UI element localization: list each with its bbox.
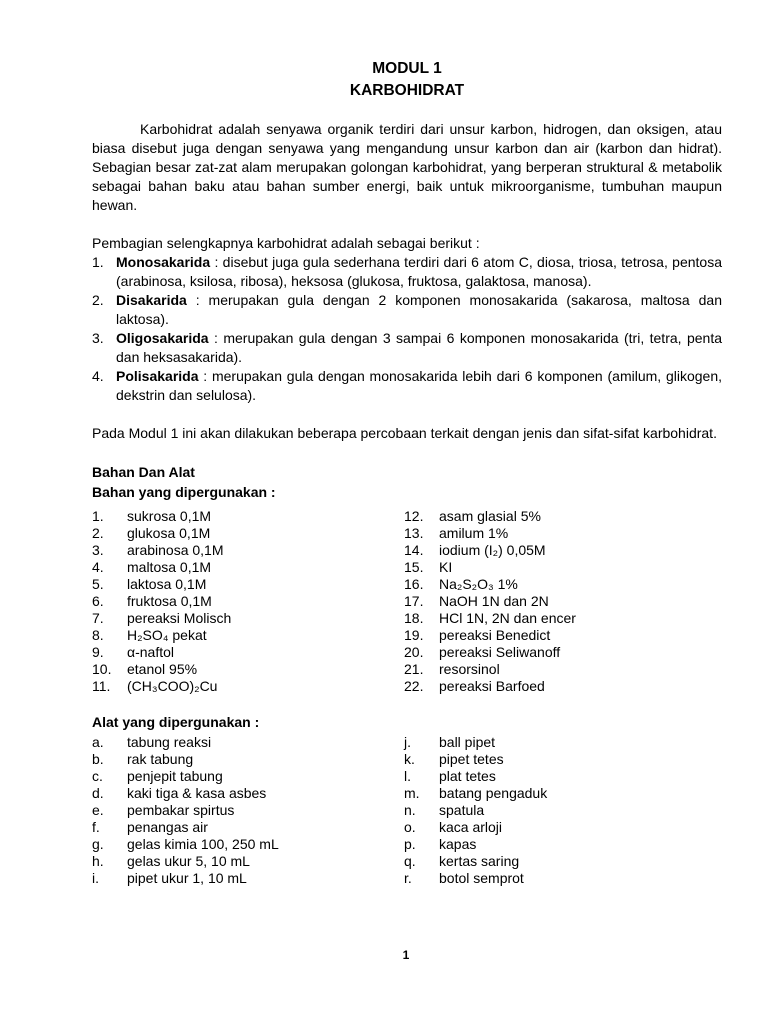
- bahan-right-column: [404, 508, 716, 695]
- bahan-list: [92, 508, 722, 695]
- list-item-index: j.: [404, 734, 411, 750]
- type-item: [92, 329, 722, 367]
- list-item-text: HCl 1N, 2N dan encer: [439, 610, 576, 626]
- list-item: [404, 610, 716, 627]
- list-item-index: b.: [92, 751, 104, 767]
- list-item-text: H₂SO₄ pekat: [127, 627, 207, 643]
- list-item-index: 9.: [92, 644, 104, 660]
- type-description: : disebut juga gula sederhana terdiri dari 6 atom C, diosa, triosa, tetrosa, pentosa (arabinosa, ksilosa, ribosa), heksosa (glukosa, fruktosa, galaktosa, manosa).: [116, 254, 722, 289]
- list-item-text: arabinosa 0,1M: [127, 542, 224, 558]
- list-item-text: penjepit tabung: [127, 768, 223, 784]
- type-term: Polisakarida: [116, 368, 199, 384]
- list-item-index: 11.: [92, 678, 111, 694]
- list-item-text: (CH₃COO)₂Cu: [127, 678, 218, 694]
- list-item-text: pembakar spirtus: [127, 802, 235, 818]
- type-number: 2.: [92, 292, 104, 308]
- list-item-index: h.: [92, 853, 104, 869]
- classification-intro: Pembagian selengkapnya karbohidrat adalah sebagai berikut :: [92, 235, 480, 251]
- list-item-index: n.: [404, 802, 416, 818]
- type-description: : merupakan gula dengan monosakarida lebih dari 6 komponen (amilum, glikogen, dekstrin dan selulosa).: [116, 368, 722, 403]
- list-item: [92, 853, 404, 870]
- type-term: Oligosakarida: [116, 330, 209, 346]
- list-item-index: 12.: [404, 508, 424, 524]
- list-item-index: 22.: [404, 678, 424, 694]
- list-item-text: kaki tiga & kasa asbes: [127, 785, 267, 801]
- list-item-index: 2.: [92, 525, 104, 541]
- list-item: [404, 559, 716, 576]
- list-item-index: i.: [92, 870, 99, 886]
- list-item: [404, 661, 716, 678]
- list-item: [92, 768, 404, 785]
- list-item: [404, 836, 716, 853]
- document-page: [92, 58, 722, 887]
- list-item-text: ball pipet: [439, 734, 496, 750]
- list-item-index: 14.: [404, 542, 424, 558]
- list-item-index: 7.: [92, 610, 104, 626]
- list-item-text: Na₂S₂O₃ 1%: [439, 576, 518, 592]
- list-item-text: iodium (I₂) 0,05M: [439, 542, 546, 558]
- list-item: [404, 768, 716, 785]
- list-item-text: α-naftol: [127, 644, 175, 660]
- list-item: [92, 678, 404, 695]
- list-item-index: 5.: [92, 576, 104, 592]
- module-note: Pada Modul 1 ini akan dilakukan beberapa percobaan terkait dengan jenis dan sifat-sifat karbohidrat.: [92, 425, 717, 441]
- list-item: [92, 559, 404, 576]
- list-item-text: botol semprot: [439, 870, 524, 886]
- list-item: [404, 870, 716, 887]
- alat-list: [92, 734, 722, 887]
- type-description: : merupakan gula dengan 3 sampai 6 komponen monosakarida (tri, tetra, penta dan heksasakarida).: [116, 330, 722, 365]
- intro-paragraph: Karbohidrat adalah senyawa organik terdiri dari unsur karbon, hidrogen, dan oksigen, atau biasa disebut juga dengan senyawa yang mengandung unsur karbon dan air (karbon dan hidrat). Sebagian besar zat-zat alam merupakan golongan karbohidrat, yang berperan struktural & metabolik sebagai bahan baku atau bahan sumber energi, baik untuk mikroorganisme, tumbuhan maupun hewan.: [92, 121, 722, 213]
- list-item-index: l.: [404, 768, 411, 784]
- bahan-heading: Bahan yang dipergunakan :: [92, 484, 276, 500]
- list-item-text: tabung reaksi: [127, 734, 212, 750]
- list-item-index: 10.: [92, 661, 112, 677]
- alat-right-column: [404, 734, 716, 887]
- list-item: [92, 644, 404, 661]
- list-item: [404, 734, 716, 751]
- list-item-index: 6.: [92, 593, 104, 609]
- list-item: [404, 627, 716, 644]
- list-item: [404, 576, 716, 593]
- list-item: [92, 802, 404, 819]
- list-item-index: 21.: [404, 661, 424, 677]
- list-item: [92, 525, 404, 542]
- list-item-text: batang pengaduk: [439, 785, 548, 801]
- list-item-text: pipet ukur 1, 10 mL: [127, 870, 247, 886]
- list-item-index: q.: [404, 853, 416, 869]
- section-heading: Bahan Dan Alat: [92, 464, 195, 480]
- list-item-index: o.: [404, 819, 416, 835]
- type-item: [92, 253, 722, 291]
- list-item-index: 13.: [404, 525, 424, 541]
- list-item-text: sukrosa 0,1M: [127, 508, 212, 524]
- list-item: [404, 802, 716, 819]
- list-item-text: penangas air: [127, 819, 208, 835]
- list-item-text: resorsinol: [439, 661, 500, 677]
- list-item-text: pereaksi Benedict: [439, 627, 551, 643]
- list-item: [404, 525, 716, 542]
- list-item: [92, 785, 404, 802]
- type-number: 3.: [92, 330, 104, 346]
- list-item-text: amilum 1%: [439, 525, 509, 541]
- list-item: [404, 678, 716, 695]
- list-item-index: 17.: [404, 593, 424, 609]
- list-item-index: k.: [404, 751, 415, 767]
- list-item-index: 15.: [404, 559, 424, 575]
- list-item: [404, 542, 716, 559]
- list-item-text: pereaksi Barfoed: [439, 678, 545, 694]
- list-item: [92, 593, 404, 610]
- list-item-index: 18.: [404, 610, 424, 626]
- list-item: [404, 819, 716, 836]
- list-item: [404, 785, 716, 802]
- list-item-text: rak tabung: [127, 751, 194, 767]
- list-item: [404, 593, 716, 610]
- list-item-text: KI: [439, 559, 453, 575]
- list-item-text: pereaksi Molisch: [127, 610, 232, 626]
- list-item-index: d.: [92, 785, 104, 801]
- list-item-index: g.: [92, 836, 104, 852]
- list-item-index: 20.: [404, 644, 424, 660]
- type-term: Disakarida: [116, 292, 187, 308]
- type-number: 4.: [92, 368, 104, 384]
- list-item-index: e.: [92, 802, 104, 818]
- module-subtitle: KARBOHIDRAT: [349, 82, 465, 99]
- list-item: [92, 610, 404, 627]
- list-item-index: a.: [92, 734, 104, 750]
- list-item: [92, 734, 404, 751]
- list-item-text: gelas kimia 100, 250 mL: [127, 836, 279, 852]
- type-item: [92, 367, 722, 405]
- list-item-index: 4.: [92, 559, 104, 575]
- list-item: [404, 853, 716, 870]
- list-item-text: plat tetes: [439, 768, 496, 784]
- page-number: 1: [402, 948, 410, 962]
- list-item: [92, 661, 404, 678]
- list-item-index: m.: [404, 785, 420, 801]
- list-item-text: spatula: [439, 802, 485, 818]
- list-item-text: NaOH 1N dan 2N: [439, 593, 549, 609]
- carbohydrate-types-list: [92, 253, 722, 405]
- list-item: [92, 751, 404, 768]
- list-item: [92, 836, 404, 853]
- list-item: [92, 627, 404, 644]
- list-item-index: c.: [92, 768, 103, 784]
- list-item-text: kertas saring: [439, 853, 520, 869]
- alat-heading: Alat yang dipergunakan :: [92, 714, 260, 730]
- list-item: [92, 542, 404, 559]
- list-item-index: 8.: [92, 627, 104, 643]
- list-item-text: laktosa 0,1M: [127, 576, 207, 592]
- list-item: [92, 508, 404, 525]
- list-item-index: 16.: [404, 576, 424, 592]
- list-item-text: asam glasial 5%: [439, 508, 541, 524]
- alat-left-column: [92, 734, 404, 887]
- list-item-index: 3.: [92, 542, 104, 558]
- list-item-text: glukosa 0,1M: [127, 525, 211, 541]
- list-item-text: pipet tetes: [439, 751, 504, 767]
- list-item-index: p.: [404, 836, 416, 852]
- type-term: Monosakarida: [116, 254, 211, 270]
- list-item-text: etanol 95%: [127, 661, 198, 677]
- list-item-text: fruktosa 0,1M: [127, 593, 212, 609]
- list-item: [404, 508, 716, 525]
- list-item-index: f.: [92, 819, 100, 835]
- bahan-left-column: [92, 508, 404, 695]
- list-item-index: 19.: [404, 627, 424, 643]
- type-number: 1.: [92, 254, 104, 270]
- list-item: [92, 819, 404, 836]
- module-title: MODUL 1: [372, 60, 442, 77]
- list-item-text: kaca arloji: [439, 819, 503, 835]
- list-item-index: r.: [404, 870, 412, 886]
- list-item-text: gelas ukur 5, 10 mL: [127, 853, 250, 869]
- list-item: [92, 870, 404, 887]
- type-description: : merupakan gula dengan 2 komponen monosakarida (sakarosa, maltosa dan laktosa).: [116, 292, 722, 327]
- title-block: [92, 58, 722, 102]
- list-item: [92, 576, 404, 593]
- type-item: [92, 291, 722, 329]
- list-item-text: pereaksi Seliwanoff: [439, 644, 561, 660]
- list-item-text: maltosa 0,1M: [127, 559, 212, 575]
- list-item-index: 1.: [92, 508, 104, 524]
- list-item: [404, 751, 716, 768]
- list-item-text: kapas: [439, 836, 477, 852]
- list-item: [404, 644, 716, 661]
